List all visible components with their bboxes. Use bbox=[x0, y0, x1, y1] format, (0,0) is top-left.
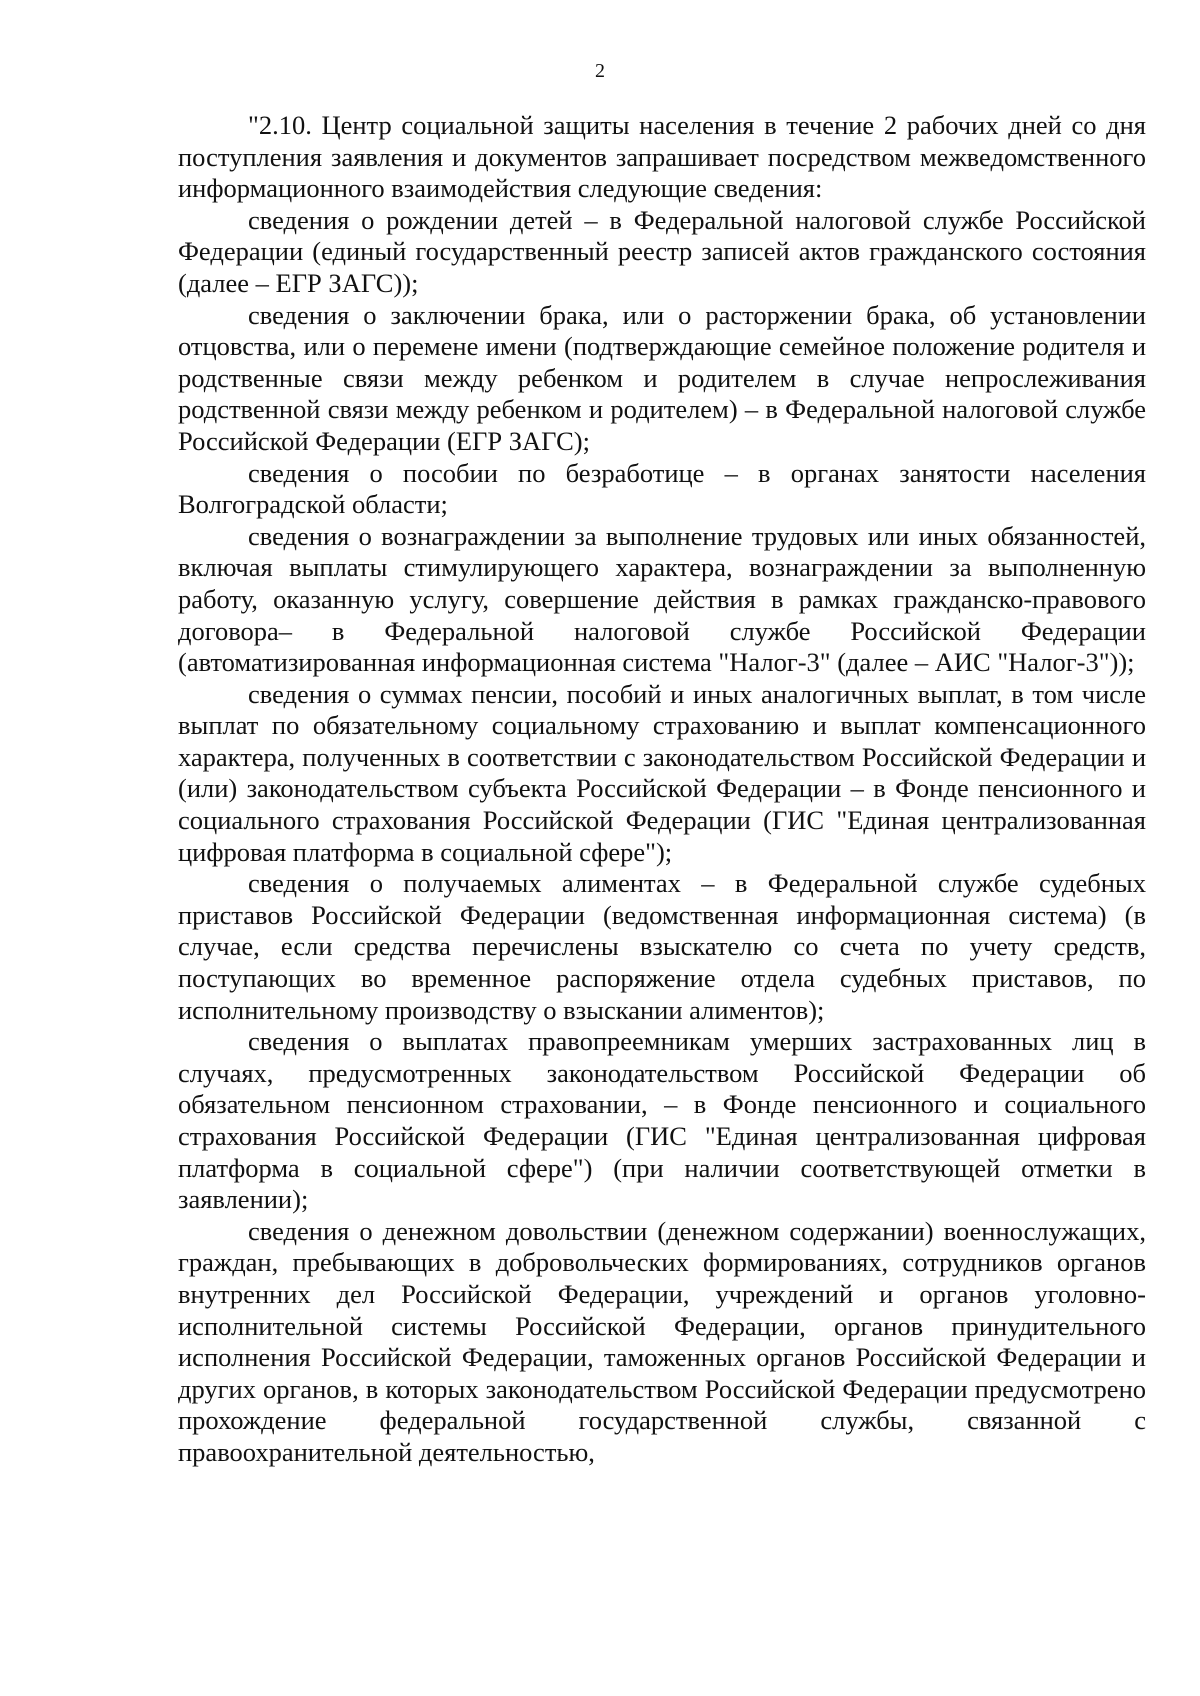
document-body bbox=[178, 110, 1146, 1469]
paragraph-intro: "2.10. Центр социальной защиты населения в течение 2 рабочих дней со дня поступления заявления и документов запрашивает посредством межведомственного информационного взаимодействия следующие сведения: bbox=[178, 110, 1146, 204]
paragraph-birth-records: сведения о рождении детей – в Федеральной налоговой службе Российской Федерации (единый государственный реестр записей актов гражданского состояния (далее – ЕГР ЗАГС)); bbox=[178, 204, 1146, 298]
page-number: 2 bbox=[595, 60, 605, 82]
paragraph-marriage-records: сведения о заключении брака, или о расторжении брака, об установлении отцовства, или о перемене имени (подтверждающие семейное положение родителя и родственные связи между ребенком и родителем в случае непрослеживания родственной связи между ребенком и родителем) – в Федеральной налоговой службе Российской Федерации (ЕГР ЗАГС); bbox=[178, 299, 1146, 456]
paragraph-successor-payments: сведения о выплатах правопреемникам умерших застрахованных лиц в случаях, предусмотренных законодательством Российской Федерации об обязательном пенсионном страховании, – в Фонде пенсионного и социального страхования Российской Федерации (ГИС "Единая централизованная цифровая платформа в социальной сфере") (при наличии соответствующей отметки в заявлении); bbox=[178, 1026, 1146, 1215]
paragraph-remuneration: сведения о вознаграждении за выполнение трудовых или иных обязанностей, включая выплаты стимулирующего характера, вознаграждении за выполненную работу, оказанную услугу, совершение действия в рамках гражданско-правового договора– в Федеральной налоговой службе Российской Федерации (автоматизированная информационная система "Налог-3" (далее – АИС "Налог-3")); bbox=[178, 520, 1146, 678]
paragraph-unemployment-benefit: сведения о пособии по безработице – в органах занятости населения Волгоградской области; bbox=[178, 457, 1146, 520]
paragraph-military-allowance: сведения о денежном довольствии (денежном содержании) военнослужащих, граждан, пребывающих в добровольческих формированиях, сотрудников органов внутренних дел Российской Федерации, учреждений и органов уголовно-исполнительной системы Российской Федерации, органов принудительного исполнения Российской Федерации, таможенных органов Российской Федерации и других органов, в которых законодательством Российской Федерации предусмотрено прохождение федеральной государственной службы, связанной с правоохранительной деятельностью, bbox=[178, 1215, 1146, 1467]
paragraph-alimony: сведения о получаемых алиментах – в Федеральной службе судебных приставов Российской Федерации (ведомственная информационная система) (в случае, если средства перечислены взыскателю со счета по учету средств, поступающих во временное распоряжение отдела судебных приставов, по исполнительному производству о взыскании алиментов); bbox=[178, 868, 1146, 1025]
paragraph-pensions: сведения о суммах пенсии, пособий и иных аналогичных выплат, в том числе выплат по обязательному социальному страхованию и выплат компенсационного характера, полученных в соответствии с законодательством Российской Федерации и (или) законодательством субъекта Российской Федерации – в Фонде пенсионного и социального страхования Российской Федерации (ГИС "Единая централизованная цифровая платформа в социальной сфере"); bbox=[178, 678, 1146, 867]
